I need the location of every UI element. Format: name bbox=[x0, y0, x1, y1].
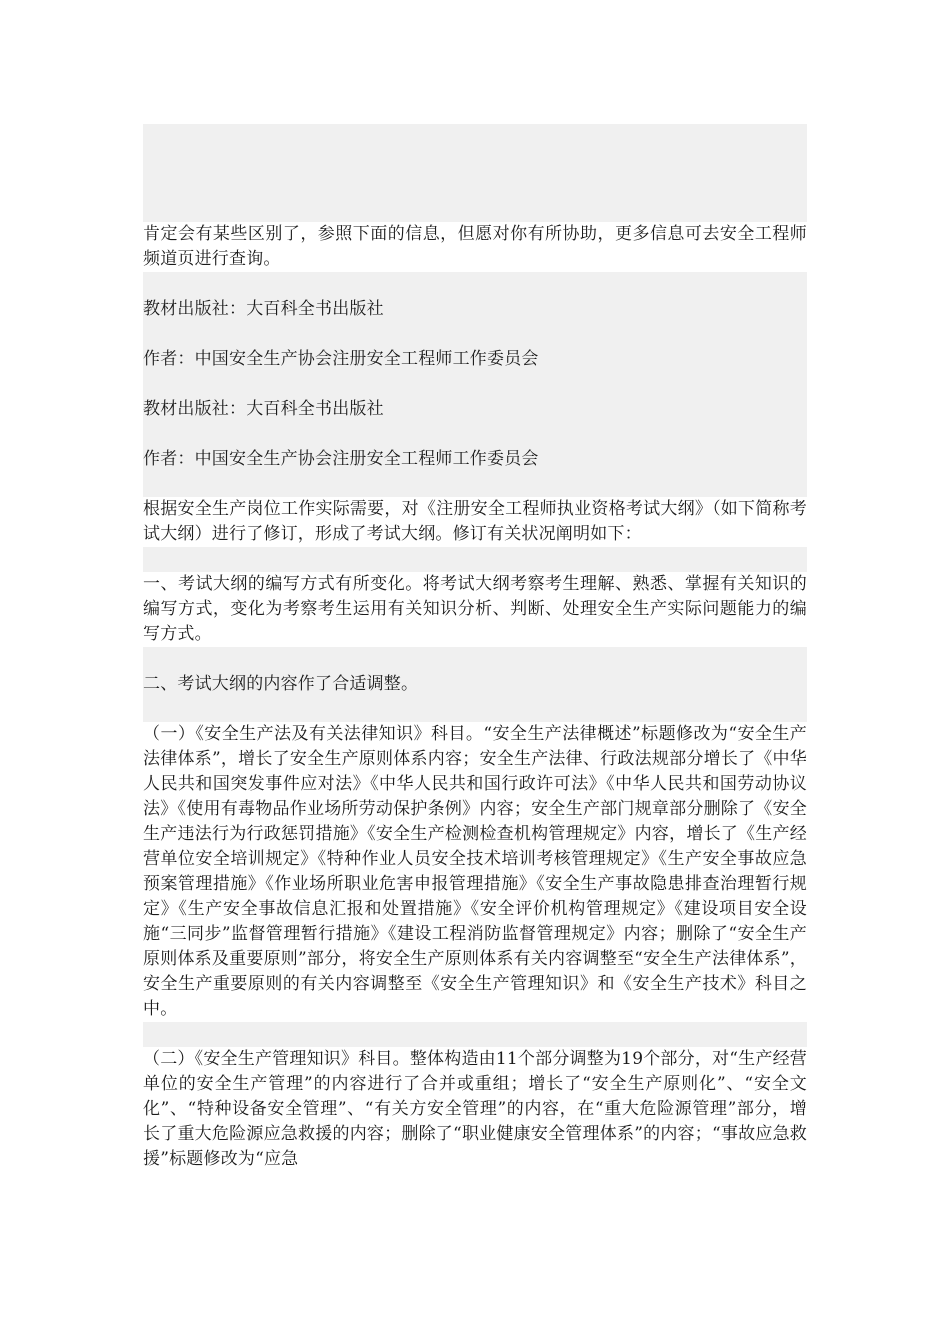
blank-header-block bbox=[143, 124, 807, 222]
paragraph-gap bbox=[143, 272, 807, 297]
author-line: 作者：中国安全生产协会注册安全工程师工作委员会 bbox=[143, 447, 807, 472]
author-line: 作者：中国安全生产协会注册安全工程师工作委员会 bbox=[143, 347, 807, 372]
section-two-heading: 二、考试大纲的内容作了合适调整。 bbox=[143, 672, 807, 697]
publisher-line: 教材出版社：大百科全书出版社 bbox=[143, 297, 807, 322]
paragraph-gap bbox=[143, 322, 807, 347]
paragraph-gap bbox=[143, 472, 807, 497]
paragraph-gap bbox=[143, 697, 807, 722]
section-one-paragraph: 一、考试大纲的编写方式有所变化。将考试大纲考察考生理解、熟悉、掌握有关知识的编写方式，变化为考察考生运用有关知识分析、判断、处理安全生产实际问题能力的编写方式。 bbox=[143, 574, 807, 644]
publisher-line: 教材出版社：大百科全书出版社 bbox=[143, 397, 807, 422]
paragraph-gap bbox=[143, 372, 807, 397]
subsection-two-paragraph: （二）《安全生产管理知识》科目。整体构造由11个部分调整为19个部分，对“生产经营单位的安全生产管理”的内容进行了合并或重组；增长了“安全生产原则化”、“安全文化”、“特种设备安全管理”、“有关方安全管理”的内容，在“重大危险源管理”部分，增长了重大危险源应急救援的内容；删除了“职业健康安全管理体系”的内容；“事故应急救援”标题修改为“应急 bbox=[143, 1049, 807, 1169]
paragraph-gap bbox=[143, 422, 807, 447]
subsection-one-paragraph: （一）《安全生产法及有关法律知识》科目。“安全生产法律概述”标题修改为“安全生产法律体系”，增长了安全生产原则体系内容；安全生产法律、行政法规部分增长了《中华人民共和国突发事件应对法》《中华人民共和国行政许可法》《中华人民共和国劳动协议法》《使用有毒物品作业场所劳动保护条例》内容；安全生产部门规章部分删除了《安全生产违法行为行政惩罚措施》《安全生产检测检查机构管理规定》内容，增长了《生产经营单位安全培训规定》《特种作业人员安全技术培训考核管理规定》《生产安全事故应急预案管理措施》《作业场所职业危害申报管理措施》《安全生产事故隐患排查治理暂行规定》《生产安全事故信息汇报和处置措施》《安全评价机构管理规定》《建设项目安全设施“三同步”监督管理暂行措施》《建设工程消防监督管理规定》内容；删除了“安全生产原则体系及重要原则”部分，将安全生产原则体系有关内容调整至“安全生产法律体系”，安全生产重要原则的有关内容调整至《安全生产管理知识》和《安全生产技术》科目之中。 bbox=[143, 724, 807, 1019]
revision-intro-paragraph: 根据安全生产岗位工作实际需要，对《注册安全工程师执业资格考试大纲》（如下简称考试大纲）进行了修订，形成了考试大纲。修订有关状况阐明如下： bbox=[143, 499, 807, 544]
paragraph-gap bbox=[143, 1022, 807, 1047]
document-body bbox=[143, 124, 807, 1172]
paragraph-gap bbox=[143, 547, 807, 572]
intro-paragraph: 肯定会有某些区别了，参照下面的信息，但愿对你有所协助，更多信息可去安全工程师频道页进行查询。 bbox=[143, 224, 807, 269]
paragraph-gap bbox=[143, 647, 807, 672]
